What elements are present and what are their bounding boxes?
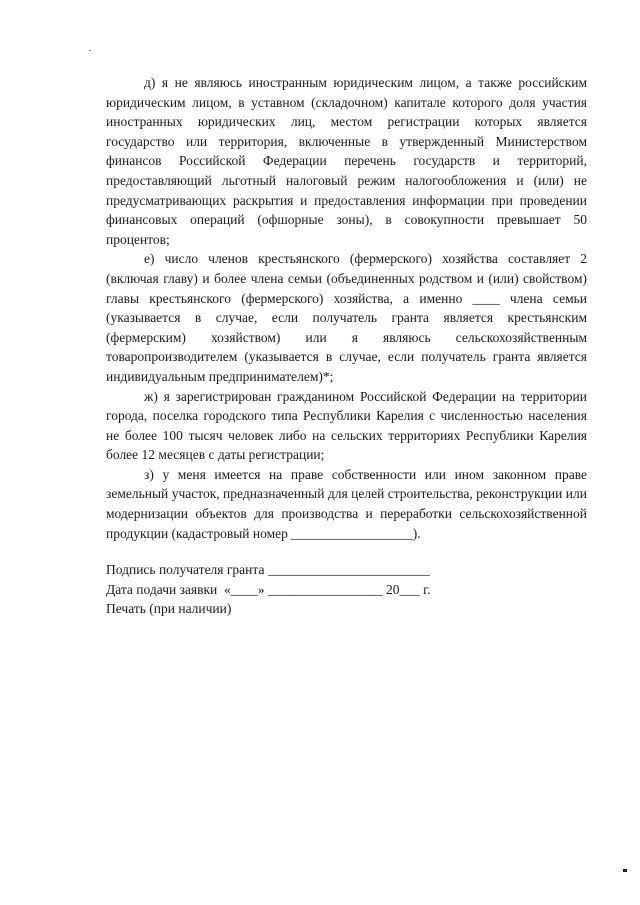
paragraph-d: д) я не являюсь иностранным юридическим лицом, а также российским юридическим лицом, в уставном (складочном) капитале которого доля участия иностранных юридических лиц, местом регистрации которых является государство или территория, включенные в утвержденный Министерством финансов Российской Федерации перечень государств и территорий, предоставляющий льготный налоговый режим налогообложения и (или) не предусматривающих раскрытия и предоставления информации при проведении финансовых операций (офшорные зоны), в совокупности превышает 50 процентов;	[106, 75, 587, 247]
paragraph-e: е) число членов крестьянского (фермерского) хозяйства составляет 2 (включая главу) и более члена семьи (объединенных родством и (или) свойством) главы крестьянского (фермерского) хозяйства, а именно ____ члена семьи (указывается в случае, если получатель гранта является крестьянским (фермерским) хозяйством) или я являюсь сельскохозяйственным товаропроизводителем (указывается в случае, если получатель гранта является индивидуальным предпринимателем)*;	[106, 251, 587, 384]
paragraph-zh: ж) я зарегистрирован гражданином Российской Федерации на территории города, поселка городского типа Республики Карелия с численностью населения не более 100 тысяч человек либо на сельских территориях Республики Карелия более 12 месяцев с даты регистрации;	[106, 388, 587, 463]
scan-artifact-mark	[623, 869, 627, 872]
paragraph-z: з) у меня имеется на праве собственности или ином законном праве земельный участок, предназначенный для целей строительства, реконструкции или модернизации объектов для производства и переработки сельскохозяйственной продукции (кадастровый номер __________________).	[106, 466, 587, 541]
signature-line: Подпись получателя гранта ________________________	[106, 562, 430, 577]
scan-artifact-dot	[89, 50, 91, 51]
document-body	[106, 73, 587, 543]
date-line: Дата подачи заявки «____» _________________ 20___ г.	[106, 581, 431, 597]
signature-block	[106, 560, 587, 619]
seal-line: Печать (при наличии)	[106, 601, 232, 617]
